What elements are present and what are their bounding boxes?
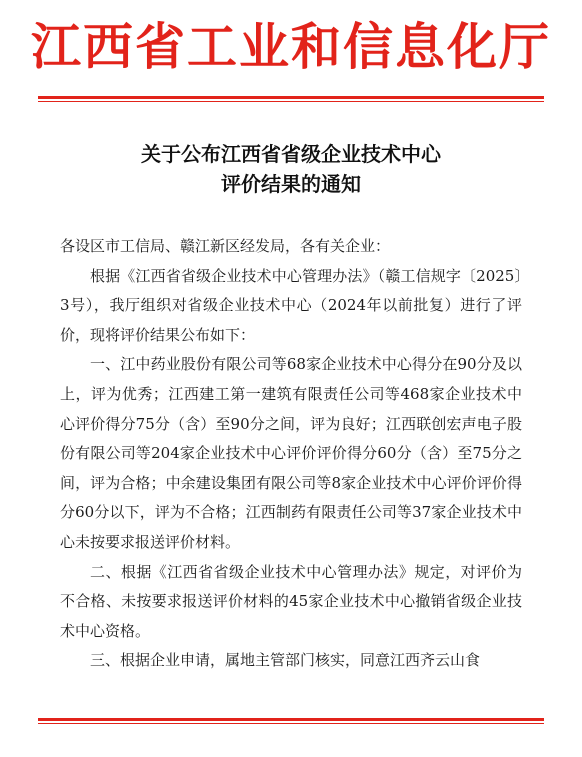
paragraph-intro: 根据《江西省省级企业技术中心管理办法》（赣工信规字〔2025〕3号），我厅组织对省级企业技术中心（2024年以前批复）进行了评价，现将评价结果公布如下： <box>60 266 522 344</box>
paragraph-item-1: 一、江中药业股份有限公司等68家企业技术中心得分在90分及以上，评为优秀；江西建工第一建筑有限责任公司等468家企业技术中心评价得分75分（含）至90分之间，评为良好；江西联创宏声电子股份有限公司等204家企业技术中心评价评价得分60分（含）至75分之间，评为合格；中余建设集团有限公司等8家企业技术中心评价评价得分60分以下，评为不合格；江西制药有限责任公司等37家企业技术中心未按要求报送评价材料。 <box>60 355 522 551</box>
paragraph-item-3: 三、根据企业申请，属地主管部门核实，同意江西齐云山食 <box>90 651 481 670</box>
masthead-red-rule-thin <box>38 101 544 102</box>
document-body <box>60 232 522 676</box>
masthead-org-name: 江西省工业和信息化厅 <box>31 17 551 76</box>
document-title-line-2: 评价结果的通知 <box>221 172 361 196</box>
document-title <box>0 139 582 199</box>
document-title-line-1: 关于公布江西省省级企业技术中心 <box>141 142 441 166</box>
footer-red-rule <box>38 718 544 721</box>
paragraph-item-2: 二、根据《江西省省级企业技术中心管理办法》规定，对评价为不合格、未按要求报送评价材料的45家企业技术中心撤销省级企业技术中心资格。 <box>60 562 522 640</box>
salutation: 各设区市工信局、赣江新区经发局，各有关企业： <box>60 237 391 255</box>
footer-red-rule-thin <box>38 723 544 724</box>
masthead-red-rule <box>38 96 544 99</box>
